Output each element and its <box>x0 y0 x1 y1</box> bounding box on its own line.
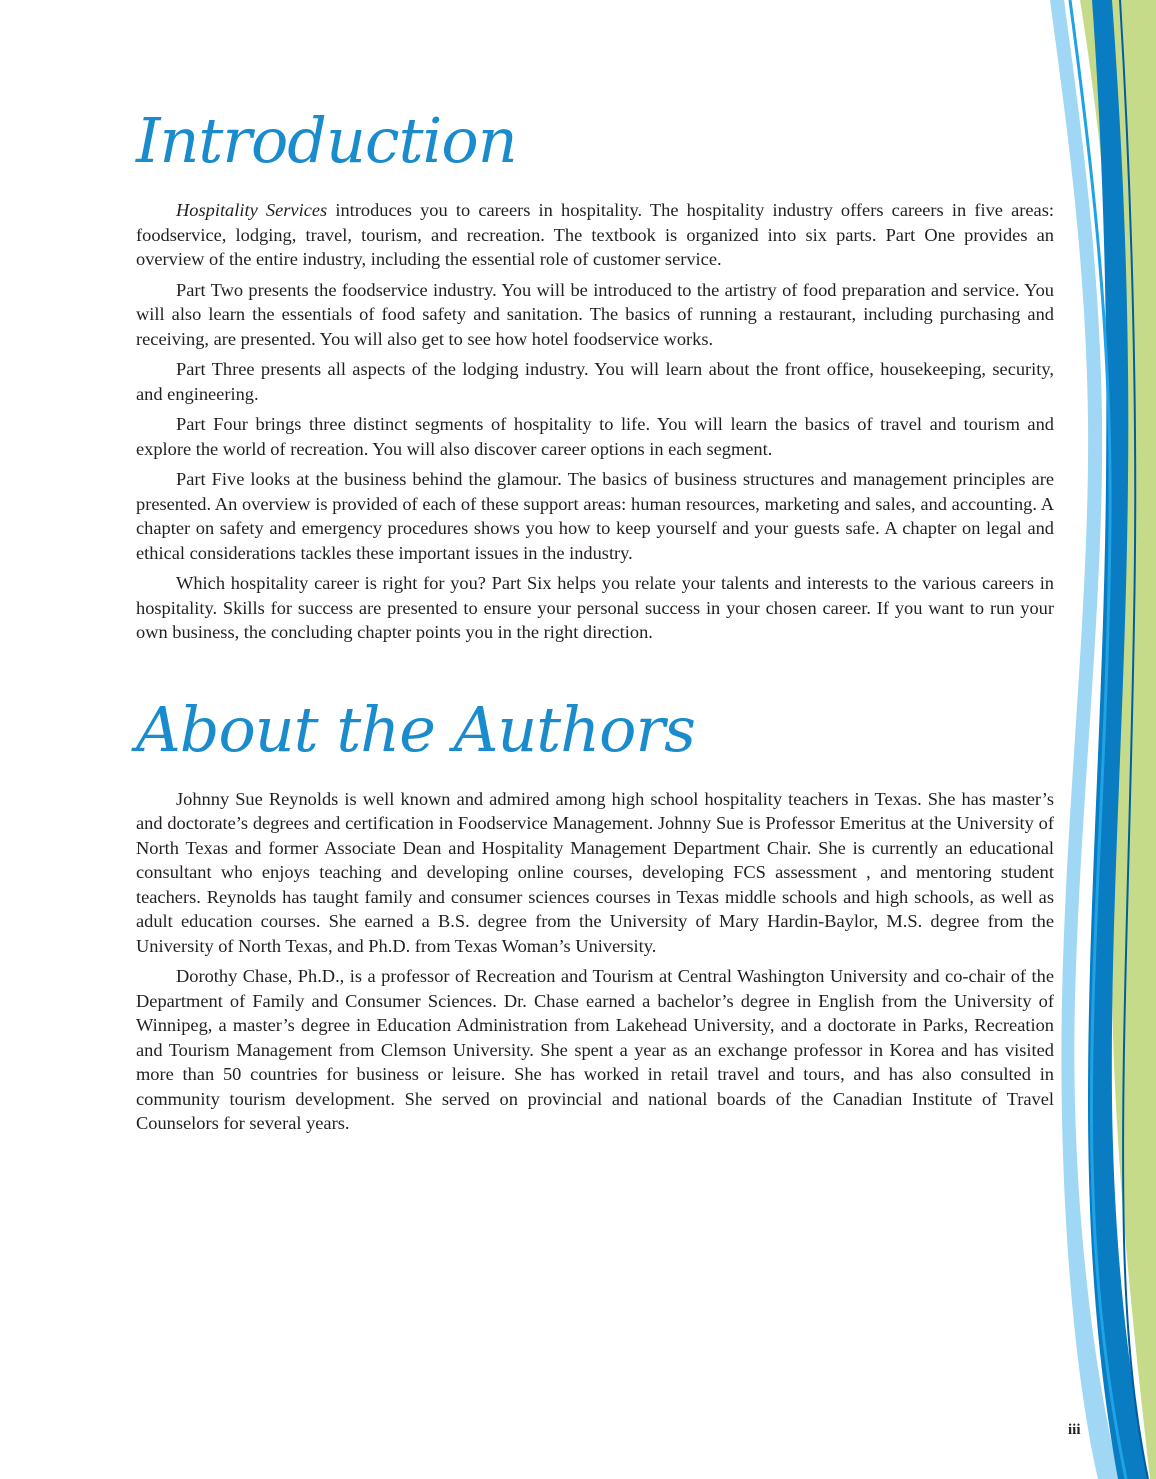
main-content <box>136 100 1054 1142</box>
page-number: iii <box>1068 1422 1081 1438</box>
intro-paragraph-2: Part Two presents the foodservice industry. You will be introduced to the artistry of food preparation and service. You will also learn the essentials of food safety and sanitation. The basics of running a restaurant, including purchasing and receiving, are presented. You will also get to see how hotel foodservice works. <box>136 279 1054 349</box>
intro-paragraph-5: Part Five looks at the business behind the glamour. The basics of business structures and management principles are presented. An overview is provided of each of these support areas: human resources, marketing and sales, and accounting. A chapter on safety and emergency procedures shows you how to keep yourself and your guests safe. A chapter on legal and ethical considerations tackles these important issues in the industry. <box>136 469 1054 563</box>
intro-paragraph-4: Part Four brings three distinct segments of hospitality to life. You will learn the basics of travel and tourism and explore the world of recreation. You will also discover career options in each segment. <box>136 414 1054 459</box>
intro-paragraph-6: Which hospitality career is right for you? Part Six helps you relate your talents and interests to the various careers in hospitality. Skills for success are presented to ensure your personal success in your chosen career. If you want to run your own business, the concluding chapter points you in the right direction. <box>136 573 1054 642</box>
author-paragraph-reynolds: Johnny Sue Reynolds is well known and admired among high school hospitality teachers in Texas. She has master’s and doctorate’s degrees and certification in Foodservice Management. Johnny Sue is Professor Emeritus at the University of North Texas and former Associate Dean and Hospitality Management Department Chair. She is currently an educational consultant who enjoys teaching and developing online courses, developing FCS assessment , and mentoring student teachers. Reynolds has taught family and consumer sciences courses in Texas middle schools and high schools, as well as adult education courses. She earned a B.S. degree from the University of Mary Hardin-Baylor, M.S. degree from the University of North Texas, and Ph.D. from Texas Woman’s University. <box>136 788 1054 956</box>
book-title: Hospitality Services <box>176 200 328 220</box>
intro-paragraph-1-text: introduces you to careers in hospitality. The hospitality industry offers careers in five areas: foodservice, lodging, travel, tourism, and recreation. The textbook is organized into six parts. Part One provides an overview of the entire industry, including the essential role of customer service. <box>136 200 1054 269</box>
about-authors-heading: About the Authors <box>136 692 695 766</box>
author-paragraph-chase: Dorothy Chase, Ph.D., is a professor of Recreation and Tourism at Central Washington University and co-chair of the Department of Family and Consumer Sciences. Dr. Chase earned a bachelor’s degree in English from the University of Winnipeg, a master’s degree in Education Administration from Lakehead University, and a doctorate in Parks, Recreation and Tourism Management from Clemson University. She spent a year as an exchange professor in Korea and has visited more than 50 countries for business or leisure. She has worked in retail travel and tours, and has also consulted in community tourism development. She served on provincial and national boards of the Canadian Institute of Travel Counselors for several years. <box>136 966 1054 1133</box>
intro-paragraph-3: Part Three presents all aspects of the lodging industry. You will learn about the front office, housekeeping, security, and engineering. <box>136 359 1054 404</box>
intro-paragraph-1 <box>136 198 1054 272</box>
introduction-heading: Introduction <box>136 104 517 177</box>
